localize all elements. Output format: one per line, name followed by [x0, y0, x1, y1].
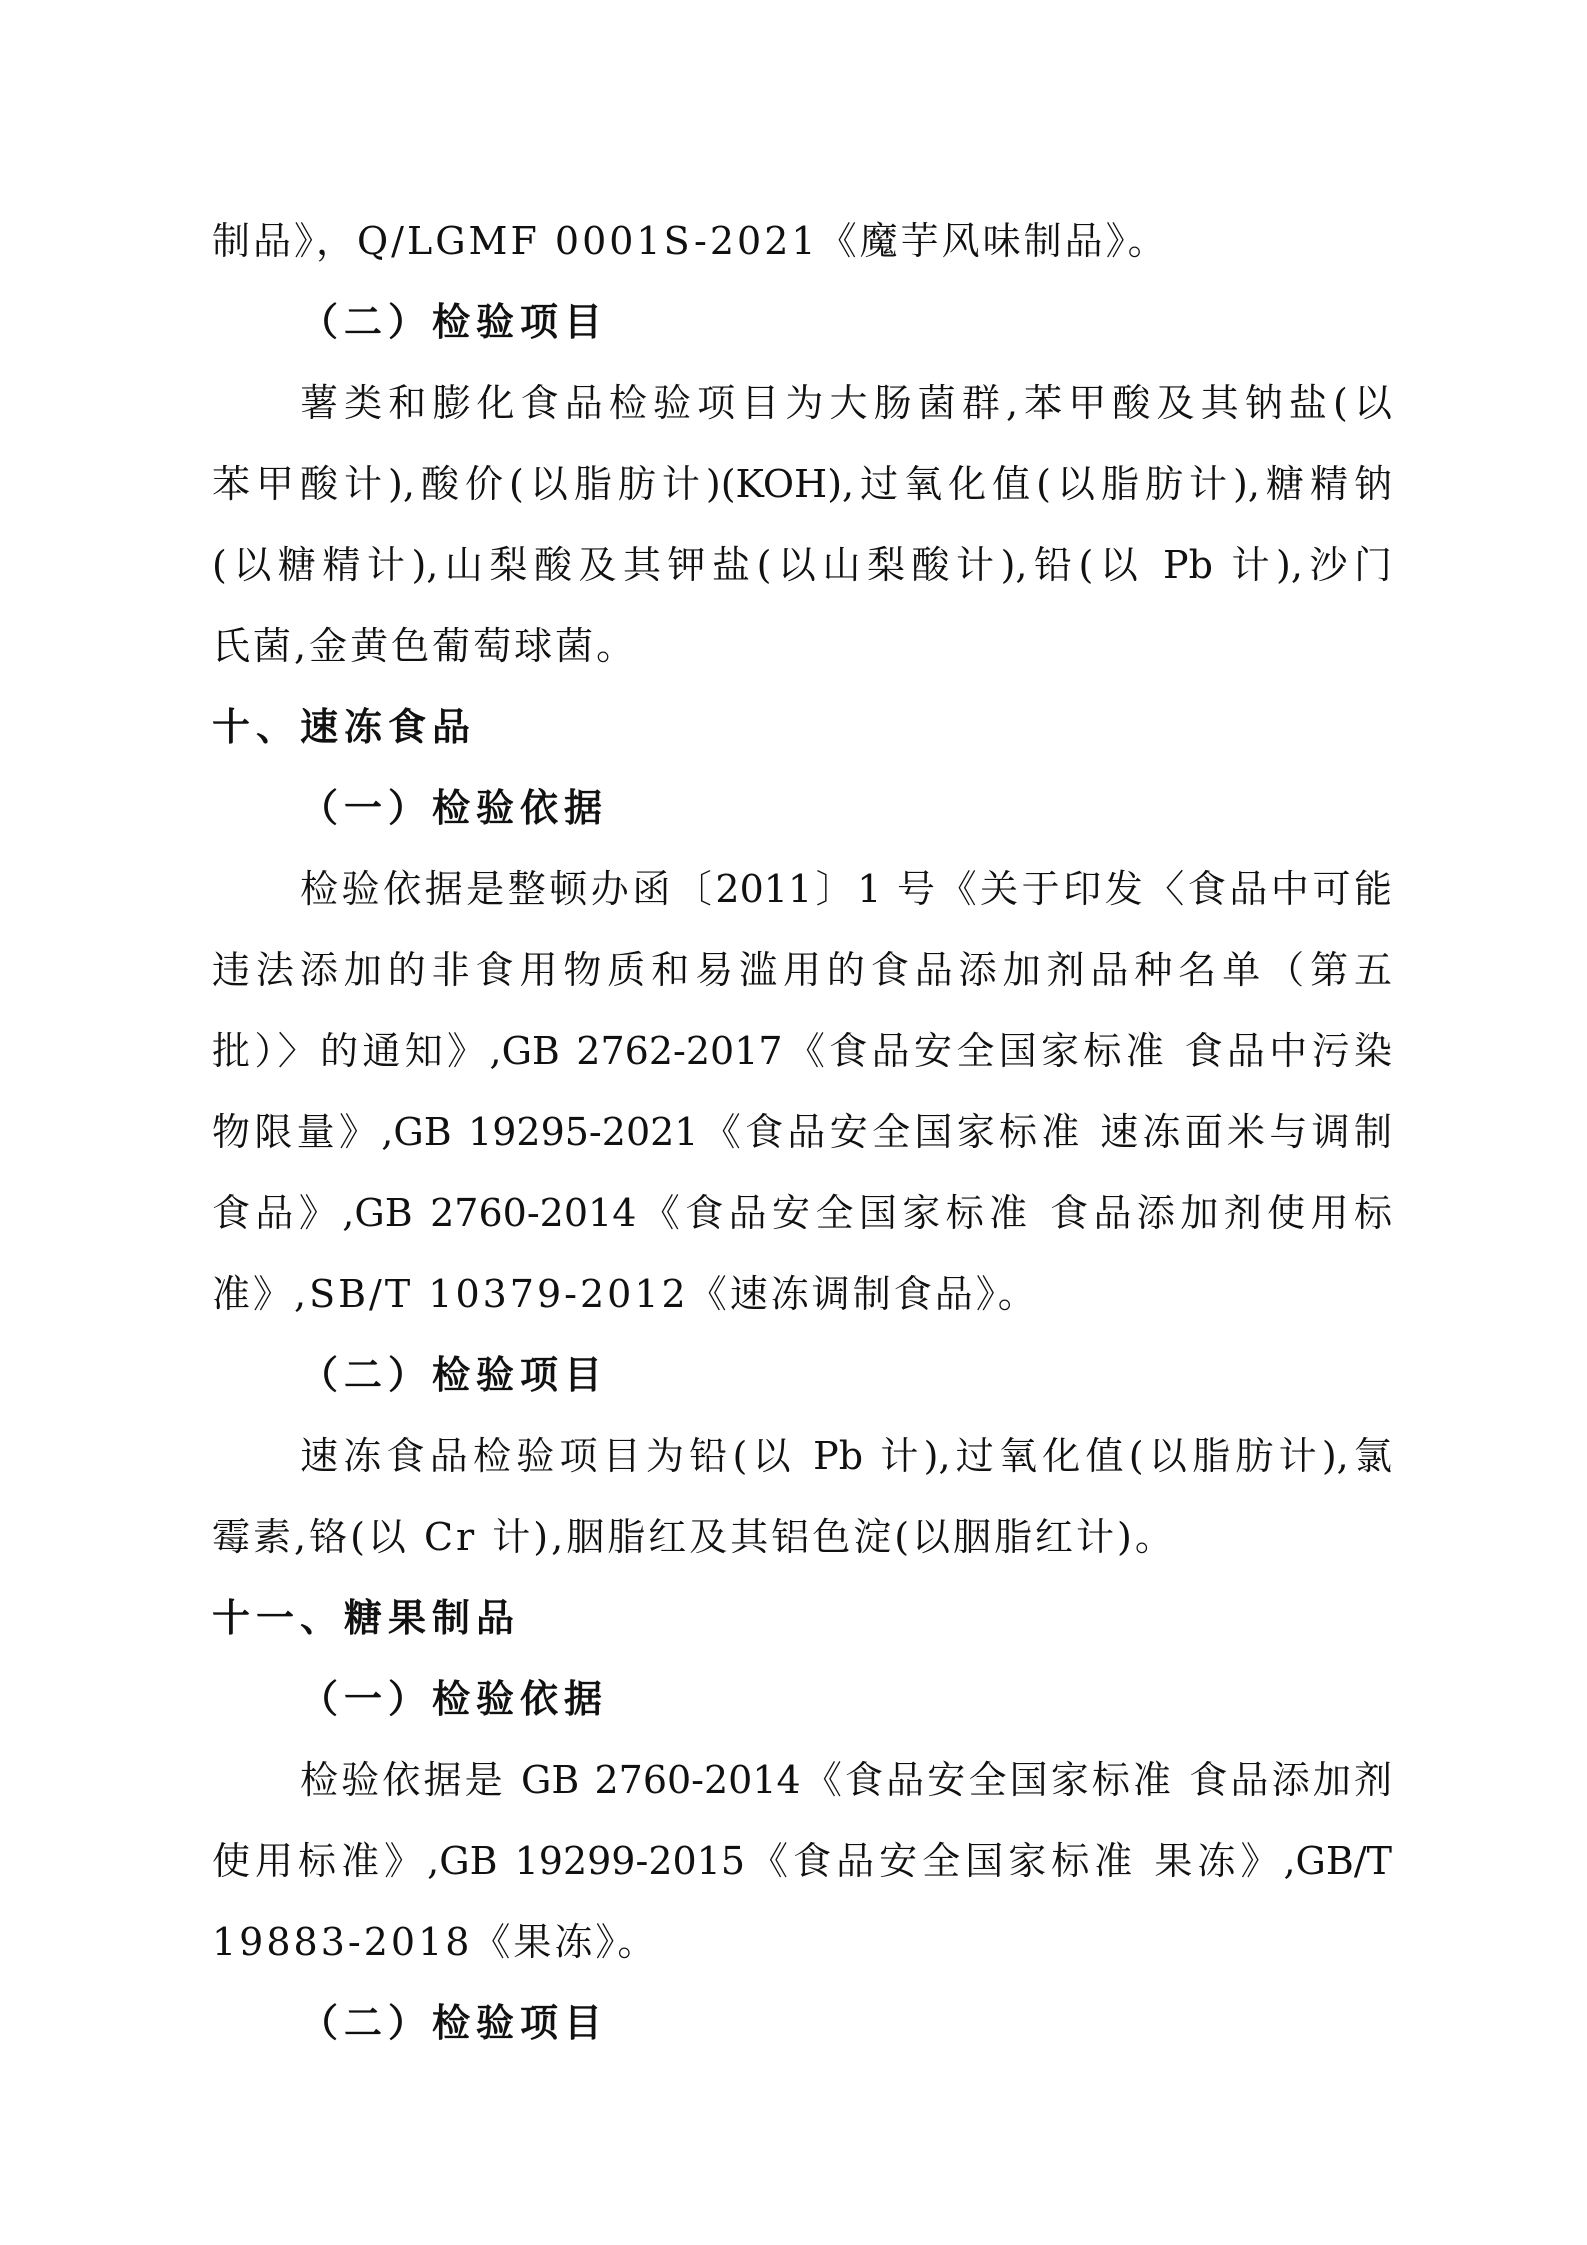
paragraph-line: (以糖精计),山梨酸及其钾盐(以山梨酸计),铅(以 Pb 计),沙门 — [212, 543, 1392, 587]
section-heading: 十一、糖果制品 — [212, 1596, 521, 1640]
subsection-heading: （一）检验依据 — [300, 1677, 609, 1721]
paragraph-line: 19883-2018《果冻》。 — [212, 1920, 659, 1964]
paragraph-line: 检验依据是 GB 2760-2014《食品安全国家标准 食品添加剂 — [300, 1758, 1392, 1802]
paragraph-line: 氏菌,金黄色葡萄球菌。 — [212, 624, 638, 668]
paragraph-line: 使用标准》,GB 19299-2015《食品安全国家标准 果冻》,GB/T — [212, 1839, 1392, 1883]
paragraph-line: 苯甲酸计),酸价(以脂肪计)(KOH),过氧化值(以脂肪计),糖精钠 — [212, 462, 1392, 506]
paragraph-line: 食品》,GB 2760-2014《食品安全国家标准 食品添加剂使用标 — [212, 1191, 1392, 1235]
paragraph-line: 物限量》,GB 19295-2021《食品安全国家标准 速冻面米与调制 — [212, 1110, 1392, 1154]
subsection-heading: （一）检验依据 — [300, 786, 609, 830]
subsection-heading: （二）检验项目 — [300, 1353, 609, 1397]
paragraph-line: 速冻食品检验项目为铅(以 Pb 计),过氧化值(以脂肪计),氯 — [300, 1434, 1392, 1478]
paragraph-line: 制品》，Q/LGMF 0001S-2021《魔芋风味制品》。 — [212, 219, 1169, 263]
paragraph-line: 准》,SB/T 10379-2012《速冻调制食品》。 — [212, 1272, 1039, 1316]
subsection-heading: （二）检验项目 — [300, 2001, 609, 2045]
section-heading: 十、速冻食品 — [212, 705, 477, 749]
paragraph-line: 霉素,铬(以 Cr 计),胭脂红及其铝色淀(以胭脂红计)。 — [212, 1515, 1176, 1559]
paragraph-line: 批）〉的通知》,GB 2762-2017《食品安全国家标准 食品中污染 — [212, 1029, 1392, 1073]
paragraph-line: 违法添加的非食用物质和易滥用的食品添加剂品种名单（第五 — [212, 948, 1392, 992]
paragraph-line: 薯类和膨化食品检验项目为大肠菌群,苯甲酸及其钠盐(以 — [300, 381, 1392, 425]
paragraph-line: 检验依据是整顿办函〔2011〕1 号《关于印发〈食品中可能 — [300, 867, 1392, 911]
subsection-heading: （二）检验项目 — [300, 300, 609, 344]
